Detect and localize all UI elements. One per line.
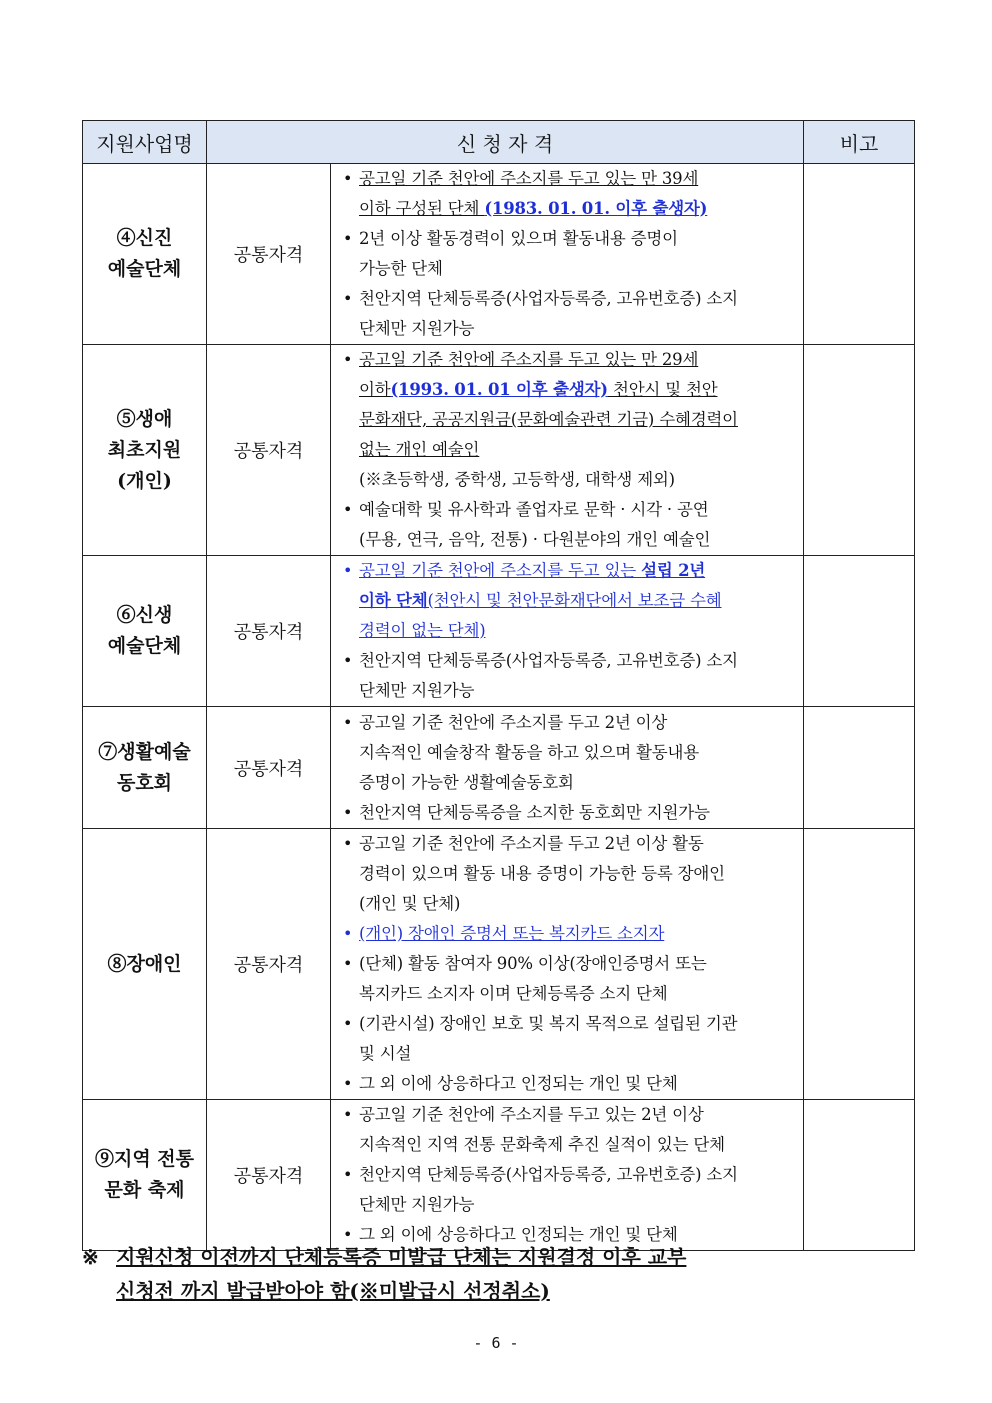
- requirement-text: (기관시설) 장애인 보호 및 복지 목적으로 설립된 기관: [359, 1014, 738, 1033]
- table-row: [83, 1100, 915, 1251]
- birth-date-condition: (1993. 01. 01 이후 출생자): [390, 380, 608, 399]
- requirement-text: 공고일 기준 천안에 주소지를 두고 2년 이상 활동: [359, 834, 704, 853]
- requirements-cell: [331, 829, 804, 1100]
- requirement-text: 그 외 이에 상응하다고 인정되는 개인 및 단체: [359, 1074, 678, 1093]
- requirement-text: (개인) 장애인 증명서 또는 복지카드 소지자: [359, 924, 665, 943]
- requirement-text: 예술대학 및 유사학과 졸업자로 문학 · 시각 · 공연: [359, 500, 709, 519]
- program-name-line: 예술단체: [107, 258, 182, 280]
- requirement-text: (※초등학생, 중학생, 고등학생, 대학생 제외): [359, 470, 675, 489]
- program-name-line: ⑥신생: [116, 604, 173, 626]
- requirement-text: (천안시 및 천안문화재단에서 보조금 수혜: [427, 591, 722, 610]
- program-name-cell: [83, 1100, 207, 1251]
- table-row: [83, 164, 915, 345]
- qualification-type-cell: 공통자격: [207, 829, 331, 1100]
- remarks-cell: [804, 556, 915, 707]
- requirement-item: [337, 495, 801, 555]
- requirement-text: 지속적인 예술창작 활동을 하고 있으며 활동내용: [359, 742, 700, 762]
- requirement-text: 천안지역 단체등록증을 소지한 동호회만 지원가능: [359, 802, 710, 822]
- requirement-text: 단체만 지원가능: [359, 319, 475, 338]
- requirement-text: 없는 개인 예술인: [359, 440, 480, 459]
- requirement-text: 그 외 이에 상응하다고 인정되는 개인 및 단체: [359, 1225, 678, 1244]
- requirement-item: [337, 919, 801, 949]
- reference-mark: ※: [82, 1245, 99, 1269]
- requirement-item: [337, 646, 801, 706]
- program-name-line: (개인): [117, 469, 172, 492]
- requirement-item: [337, 1009, 801, 1069]
- requirement-text: 이하: [359, 380, 391, 399]
- note-text: 지원신청 이전까지 단체등록증 미발급 단체는 지원결정 이후 교부: [116, 1245, 687, 1269]
- remarks-cell: [804, 164, 915, 345]
- requirement-text: 복지카드 소지자 이며 단체등록증 소지 단체: [359, 984, 668, 1003]
- program-name-line: 예술단체: [107, 635, 182, 657]
- requirement-text: 이하 구성된 단체: [359, 199, 485, 218]
- program-name-line: 문화 축제: [104, 1179, 185, 1201]
- requirement-text: 증명이 가능한 생활예술동호회: [359, 772, 574, 792]
- requirement-text: 공고일 기준 천안에 주소지를 두고 있는: [359, 561, 642, 580]
- requirements-cell: [331, 345, 804, 556]
- qualification-type-cell: 공통자격: [207, 556, 331, 707]
- requirement-item: [337, 798, 801, 828]
- requirement-item: [337, 345, 801, 495]
- requirement-item: [337, 1160, 801, 1220]
- requirement-text: 천안지역 단체등록증(사업자등록증, 고유번호증) 소지: [359, 289, 738, 308]
- program-name-cell: [83, 164, 207, 345]
- table-row: [83, 829, 915, 1100]
- requirement-text: 및 시설: [359, 1044, 412, 1063]
- requirement-item: [337, 829, 801, 919]
- requirement-text: 천안지역 단체등록증(사업자등록증, 고유번호증) 소지: [359, 1165, 738, 1184]
- remarks-cell: [804, 345, 915, 556]
- note-line-1: [82, 1240, 922, 1274]
- program-name-line: ⑨지역 전통: [94, 1148, 195, 1170]
- eligibility-table: [82, 120, 915, 1251]
- table-row: [83, 556, 915, 707]
- requirement-text: 공고일 기준 천안에 주소지를 두고 있는 만 39세: [359, 169, 699, 188]
- remarks-cell: [804, 707, 915, 829]
- page-number: - 6 -: [473, 1334, 519, 1352]
- requirement-text: (무용, 연극, 음악, 전통) · 다원분야의 개인 예술인: [359, 530, 711, 549]
- requirement-text: 2년 이상 활동경력이 있으며 활동내용 증명이: [359, 229, 678, 248]
- requirement-text: 경력이 없는 단체): [359, 621, 486, 640]
- requirement-text: 공고일 기준 천안에 주소지를 두고 2년 이상: [359, 712, 668, 732]
- program-name-cell: [83, 345, 207, 556]
- remarks-cell: [804, 829, 915, 1100]
- program-name-cell: [83, 556, 207, 707]
- requirements-cell: [331, 164, 804, 345]
- requirement-text: (개인 및 단체): [359, 894, 461, 913]
- header-program-name: 지원사업명: [83, 121, 207, 164]
- requirement-text: 천안지역 단체등록증(사업자등록증, 고유번호증) 소지: [359, 651, 738, 670]
- requirements-cell: [331, 1100, 804, 1251]
- table-row: [83, 707, 915, 829]
- program-name-line: ⑤생애: [116, 407, 173, 430]
- registration-note: [82, 1240, 922, 1308]
- program-name-cell: [83, 707, 207, 829]
- program-name-line: ④신진: [116, 227, 173, 249]
- requirement-item: [337, 284, 801, 344]
- founding-condition: 이하 단체: [359, 591, 428, 610]
- requirement-text: 공고일 기준 천안에 주소지를 두고 있는 만 29세: [359, 350, 699, 369]
- requirement-text: 가능한 단체: [359, 259, 443, 278]
- requirements-cell: [331, 707, 804, 829]
- requirement-text: 천안시 및 천안: [607, 380, 718, 399]
- requirement-item: [337, 708, 801, 798]
- program-name-line: 최초지원: [107, 438, 182, 461]
- header-qualification: 신 청 자 격: [207, 121, 804, 164]
- header-remarks: 비고: [804, 121, 915, 164]
- requirement-item: [337, 164, 801, 224]
- program-name-cell: [83, 829, 207, 1100]
- requirement-text: 지속적인 지역 전통 문화축제 추진 실적이 있는 단체: [359, 1135, 725, 1154]
- program-name-line: 동호회: [116, 771, 173, 794]
- requirement-text: 공고일 기준 천안에 주소지를 두고 있는 2년 이상: [359, 1105, 704, 1124]
- program-name-line: ⑦생활예술: [98, 740, 191, 763]
- program-name-line: ⑧장애인: [107, 952, 182, 975]
- table-row: [83, 345, 915, 556]
- note-text: 신청전 까지 발급받아야 함(※미발급시 선정취소): [116, 1279, 550, 1303]
- requirement-text: 경력이 있으며 활동 내용 증명이 가능한 등록 장애인: [359, 864, 725, 883]
- requirement-item: [337, 1069, 801, 1099]
- qualification-type-cell: 공통자격: [207, 1100, 331, 1251]
- table-header-row: [83, 121, 915, 164]
- requirement-item: [337, 224, 801, 284]
- requirement-text: (단체) 활동 참여자 90% 이상(장애인증명서 또는: [359, 954, 707, 973]
- qualification-type-cell: 공통자격: [207, 345, 331, 556]
- requirement-text: 문화재단, 공공지원금(문화예술관련 기금) 수혜경력이: [359, 410, 738, 429]
- note-line-2: [82, 1274, 922, 1308]
- requirement-item: [337, 556, 801, 646]
- requirement-item: [337, 949, 801, 1009]
- qualification-type-cell: 공통자격: [207, 164, 331, 345]
- founding-condition: 설립 2년: [641, 561, 706, 580]
- requirement-text: 단체만 지원가능: [359, 681, 475, 700]
- remarks-cell: [804, 1100, 915, 1251]
- requirement-item: [337, 1100, 801, 1160]
- requirement-text: 단체만 지원가능: [359, 1195, 475, 1214]
- qualification-type-cell: 공통자격: [207, 707, 331, 829]
- birth-date-condition: (1983. 01. 01. 이후 출생자): [484, 199, 708, 218]
- requirements-cell: [331, 556, 804, 707]
